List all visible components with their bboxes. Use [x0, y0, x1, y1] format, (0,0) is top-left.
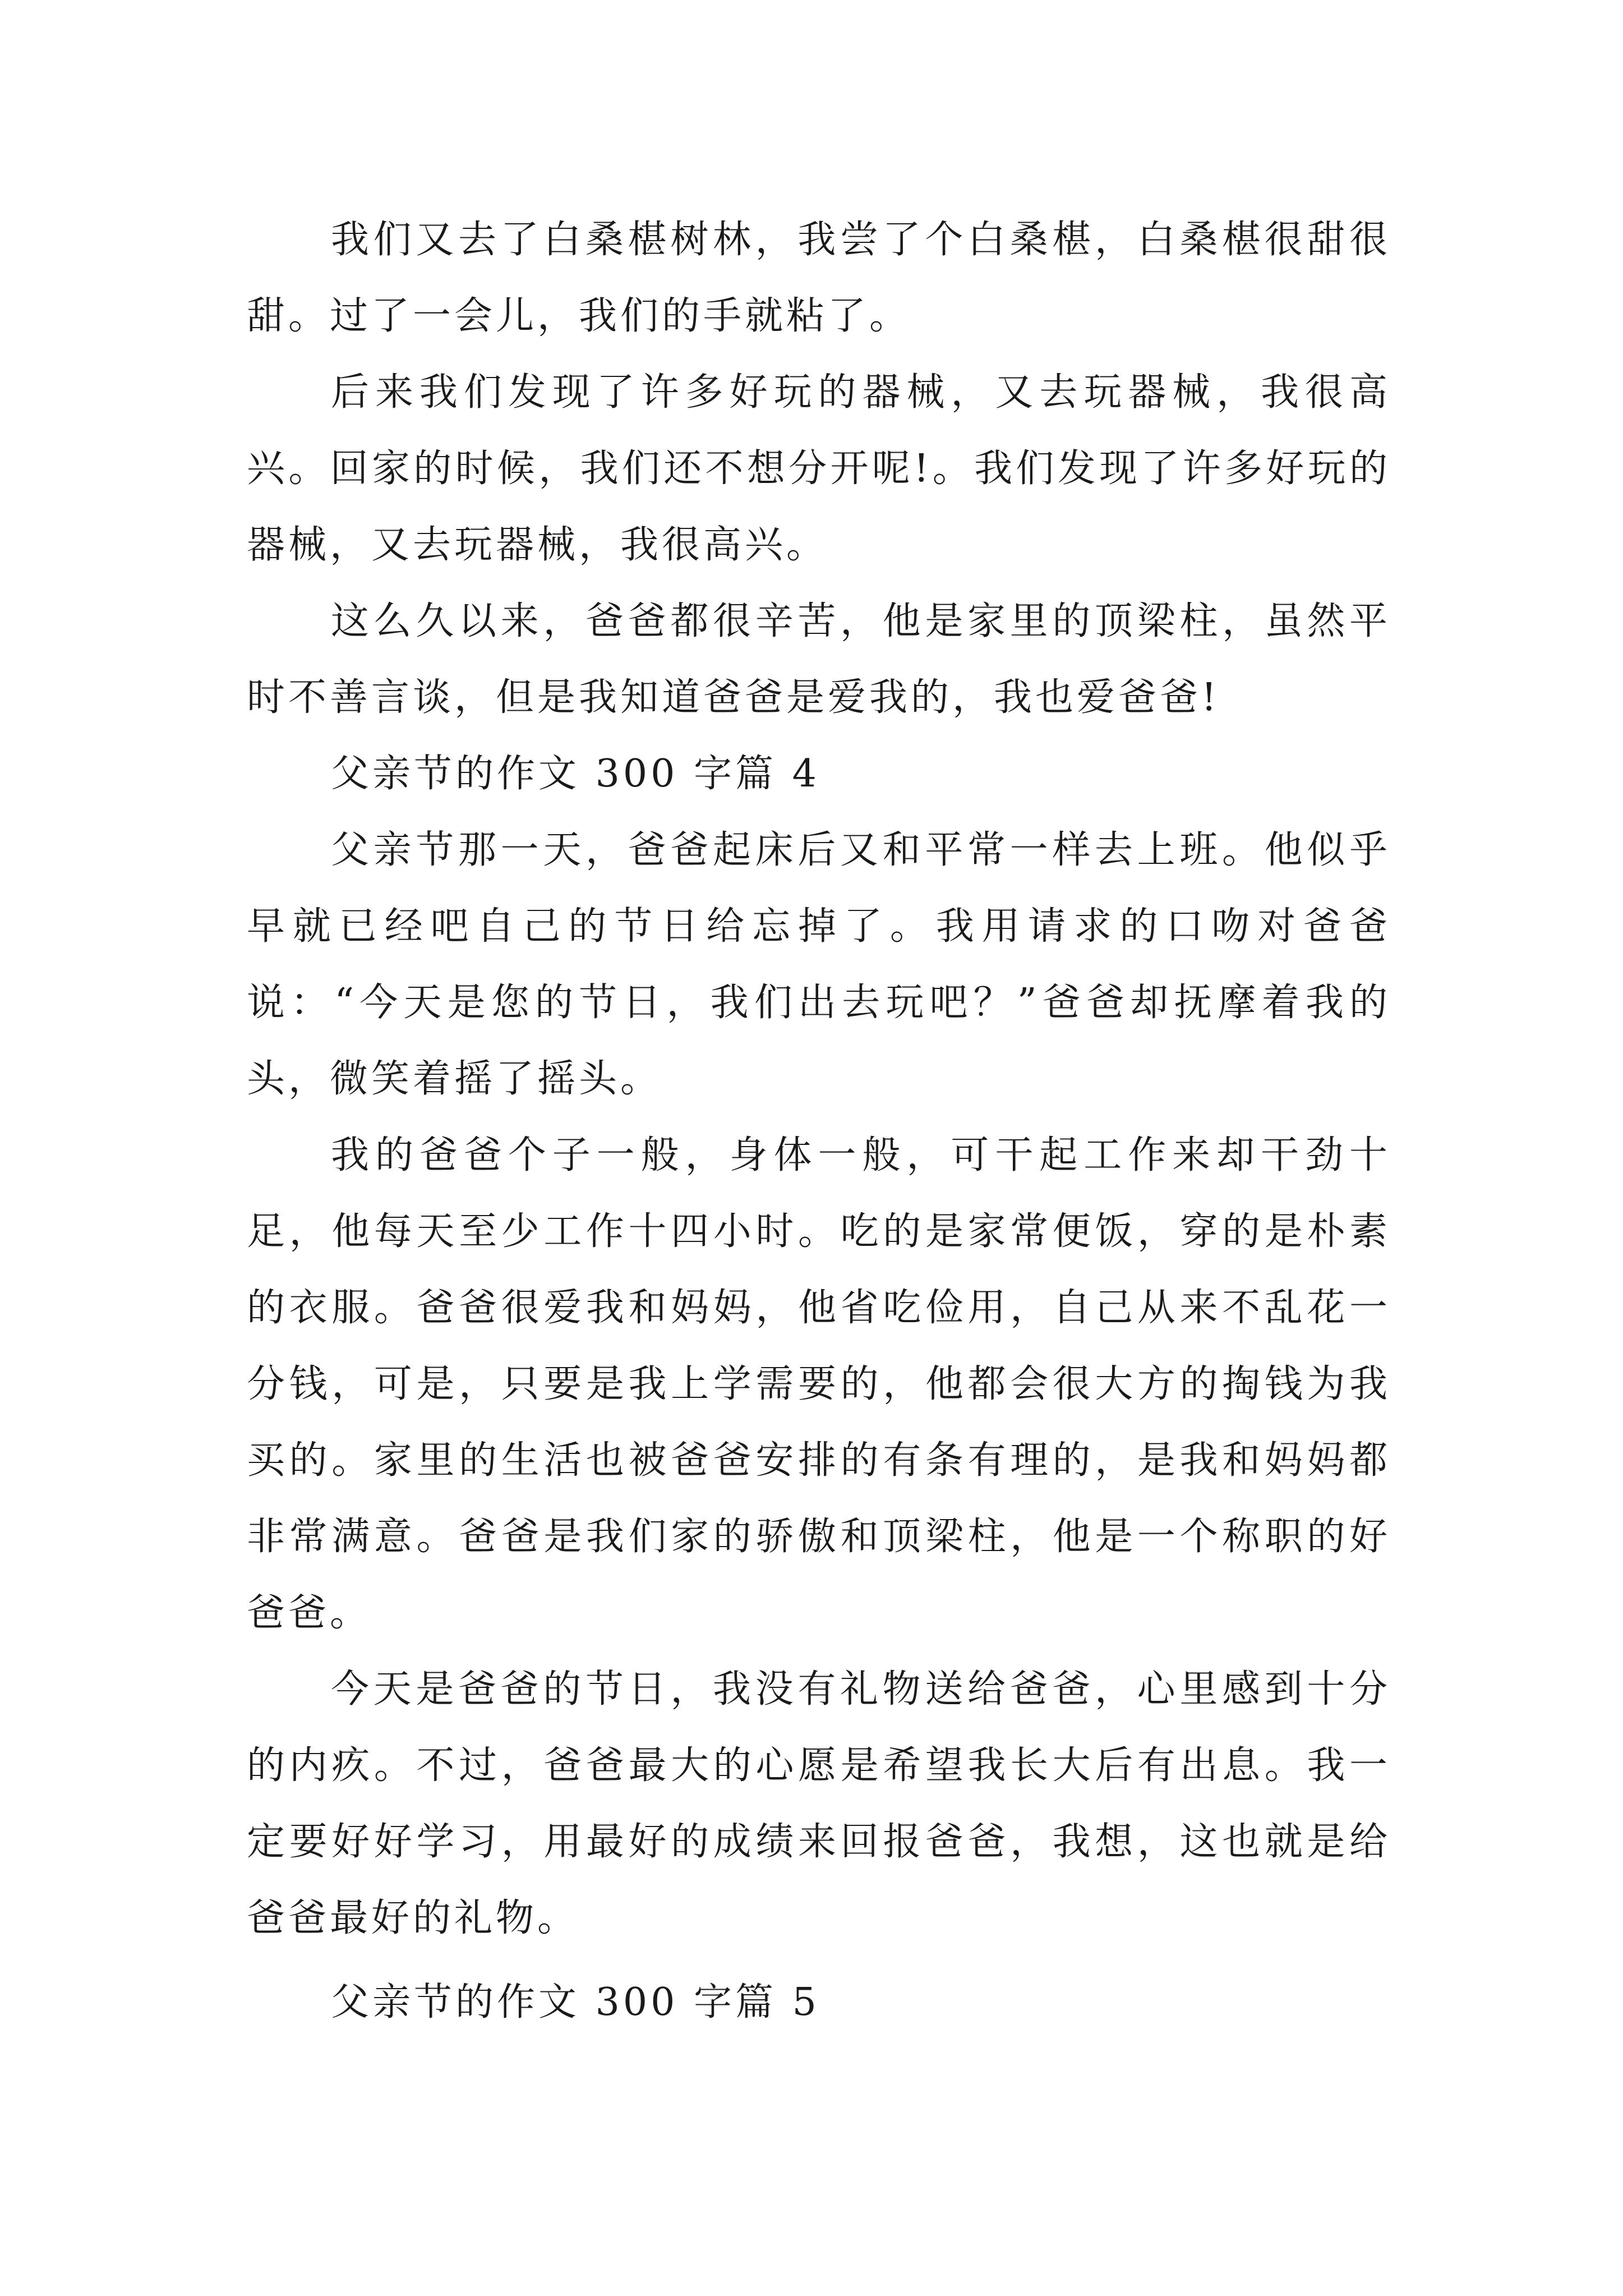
paragraph-no-gift: 今天是爸爸的节日，我没有礼物送给爸爸，心里感到十分的内疚。不过，爸爸最大的心愿是希望我长大后有出息。我一定要好好学习，用最好的成绩来回报爸爸，我想，这也就是给爸爸最好的礼物。	[247, 1667, 1391, 1940]
essay-heading-4: 父亲节的作文 300 字篇 4	[331, 752, 820, 796]
essay-heading-5: 父亲节的作文 300 字篇 5	[331, 1980, 820, 2024]
paragraph-fathers-day-morning: 父亲节那一天，爸爸起床后又和平常一样去上班。他似乎早就已经吧自己的节日给忘掉了。我用请求的口吻对爸爸说：“今天是您的节日，我们出去玩吧？”爸爸却抚摩着我的头，微笑着摇了摇头。	[247, 828, 1391, 1101]
paragraph-mulberry-grove: 我们又去了白桑椹树林，我尝了个白桑椹，白桑椹很甜很甜。过了一会儿，我们的手就粘了。	[247, 218, 1391, 338]
paragraph-father-description: 我的爸爸个子一般，身体一般，可干起工作来却干劲十足，他每天至少工作十四小时。吃的是家常便饭，穿的是朴素的衣服。爸爸很爱我和妈妈，他省吃俭用，自己从来不乱花一分钱，可是，只要是我上学需要的，他都会很大方的掏钱为我买的。家里的生活也被爸爸安排的有条有理的，是我和妈妈都非常满意。爸爸是我们家的骄傲和顶梁柱，他是一个称职的好爸爸。	[247, 1133, 1391, 1635]
paragraph-father-hardworking: 这么久以来，爸爸都很辛苦，他是家里的顶梁柱，虽然平时不善言谈，但是我知道爸爸是爱我的，我也爱爸爸!	[247, 599, 1391, 720]
document-body	[247, 202, 1391, 2041]
paragraph-play-equipment: 后来我们发现了许多好玩的器械，又去玩器械，我很高兴。回家的时候，我们还不想分开呢!。我们发现了许多好玩的器械，又去玩器械，我很高兴。	[247, 370, 1391, 567]
